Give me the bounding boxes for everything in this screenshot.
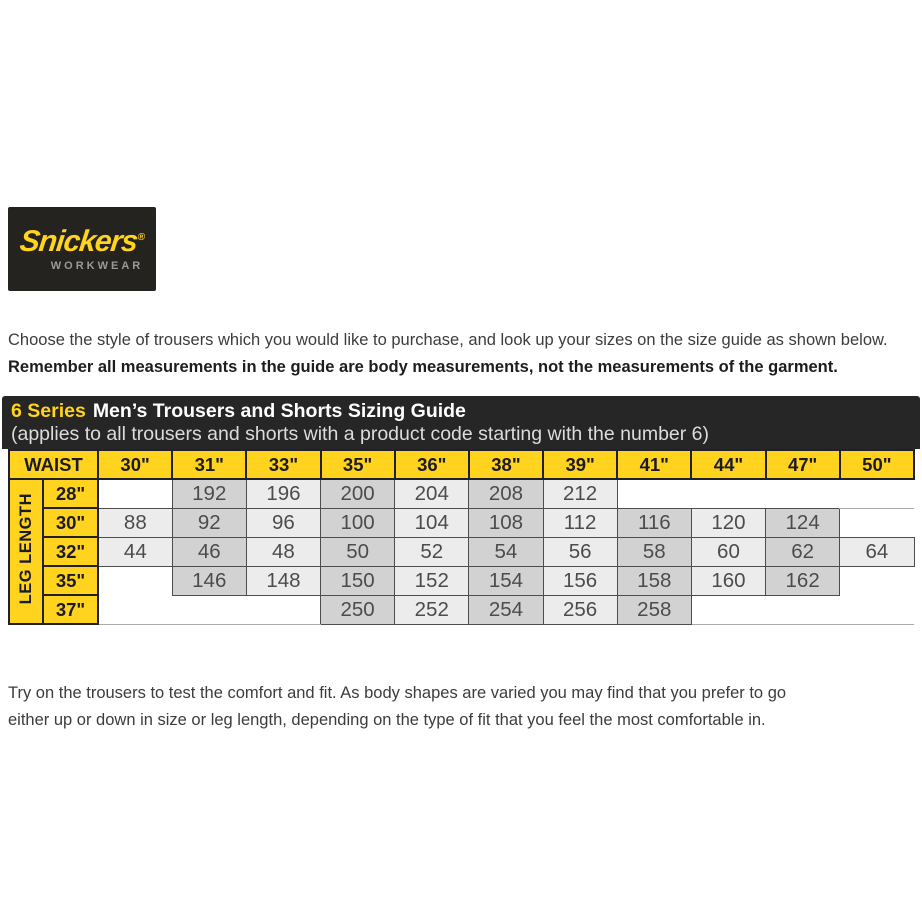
size-cell: 58 — [617, 537, 691, 566]
waist-size-header-9: 47" — [766, 450, 840, 479]
size-cell: 196 — [246, 479, 320, 508]
size-cell: 60 — [691, 537, 765, 566]
waist-size-header-7: 41" — [617, 450, 691, 479]
empty-cell — [617, 479, 691, 508]
empty-cell — [840, 566, 914, 595]
size-cell: 162 — [766, 566, 840, 595]
outro-paragraph — [8, 680, 786, 734]
size-cell: 212 — [543, 479, 617, 508]
outro-line-2: either up or down in size or leg length, depending on the type of fit that you feel the most comfortable in. — [8, 710, 766, 729]
empty-cell — [172, 595, 246, 624]
empty-cell — [691, 595, 765, 624]
waist-size-header-2: 33" — [246, 450, 320, 479]
waist-size-header-0: 30" — [98, 450, 172, 479]
registered-trademark-icon: ® — [137, 231, 145, 243]
banner-title-line — [11, 400, 911, 423]
size-cell: 192 — [172, 479, 246, 508]
size-cell: 62 — [766, 537, 840, 566]
logo-brand-text — [18, 224, 145, 258]
leg-size-header: 37" — [43, 595, 98, 624]
size-cell: 92 — [172, 508, 246, 537]
empty-cell — [98, 566, 172, 595]
size-cell: 56 — [543, 537, 617, 566]
leg-size-header: 30" — [43, 508, 98, 537]
empty-cell — [766, 479, 840, 508]
size-cell: 254 — [469, 595, 543, 624]
size-cell: 154 — [469, 566, 543, 595]
size-cell: 156 — [543, 566, 617, 595]
leg-size-header: 35" — [43, 566, 98, 595]
size-cell: 46 — [172, 537, 246, 566]
size-cell: 258 — [617, 595, 691, 624]
empty-cell — [98, 479, 172, 508]
size-cell: 104 — [395, 508, 469, 537]
size-cell: 160 — [691, 566, 765, 595]
snickers-workwear-logo — [8, 207, 156, 291]
outro-line-1: Try on the trousers to test the comfort and fit. As body shapes are varied you may find that you prefer to go — [8, 683, 787, 702]
size-cell: 148 — [246, 566, 320, 595]
waist-size-header-10: 50" — [840, 450, 914, 479]
size-cell: 100 — [321, 508, 395, 537]
leg-size-header: 32" — [43, 537, 98, 566]
empty-cell — [98, 595, 172, 624]
logo-sub-brand: WORKWEAR — [50, 259, 144, 272]
waist-size-header-1: 31" — [172, 450, 246, 479]
logo-brand-name: Snickers — [18, 224, 140, 258]
empty-cell — [840, 595, 914, 624]
size-cell: 50 — [321, 537, 395, 566]
size-cell: 150 — [321, 566, 395, 595]
sizing-guide-banner — [2, 396, 920, 449]
size-cell: 200 — [321, 479, 395, 508]
size-cell: 208 — [469, 479, 543, 508]
size-cell: 250 — [321, 595, 395, 624]
sizing-table — [8, 449, 915, 625]
intro-paragraph: Choose the style of trousers which you would like to purchase, and look up your sizes on the size guide as shown below. — [8, 330, 888, 349]
waist-size-header-4: 36" — [395, 450, 469, 479]
waist-size-header-6: 39" — [543, 450, 617, 479]
empty-cell — [246, 595, 320, 624]
size-cell: 116 — [617, 508, 691, 537]
banner-series-label: 6 Series — [11, 400, 86, 422]
size-cell: 64 — [840, 537, 914, 566]
empty-cell — [691, 479, 765, 508]
size-cell: 48 — [246, 537, 320, 566]
size-cell: 146 — [172, 566, 246, 595]
banner-title: Men’s Trousers and Shorts Sizing Guide — [92, 400, 466, 422]
waist-size-header-5: 38" — [469, 450, 543, 479]
banner-subtitle: (applies to all trousers and shorts with a product code starting with the number 6) — [11, 423, 710, 445]
empty-cell — [840, 508, 914, 537]
empty-cell — [766, 595, 840, 624]
waist-size-header-3: 35" — [321, 450, 395, 479]
size-cell: 152 — [395, 566, 469, 595]
empty-cell — [840, 479, 914, 508]
size-cell: 54 — [469, 537, 543, 566]
size-cell: 256 — [543, 595, 617, 624]
size-cell: 120 — [691, 508, 765, 537]
size-cell: 52 — [395, 537, 469, 566]
size-cell: 88 — [98, 508, 172, 537]
leg-length-vertical-text: LEG LENGTH — [16, 493, 35, 605]
size-cell: 44 — [98, 537, 172, 566]
waist-corner-label: WAIST — [9, 450, 98, 479]
size-cell: 158 — [617, 566, 691, 595]
leg-length-label — [9, 479, 43, 624]
size-cell: 124 — [766, 508, 840, 537]
size-cell: 204 — [395, 479, 469, 508]
waist-size-header-8: 44" — [691, 450, 765, 479]
size-cell: 252 — [395, 595, 469, 624]
size-cell: 108 — [469, 508, 543, 537]
size-cell: 112 — [543, 508, 617, 537]
size-cell: 96 — [246, 508, 320, 537]
intro-paragraph-bold: Remember all measurements in the guide are body measurements, not the measurements of the garment. — [8, 357, 838, 376]
leg-size-header: 28" — [43, 479, 98, 508]
